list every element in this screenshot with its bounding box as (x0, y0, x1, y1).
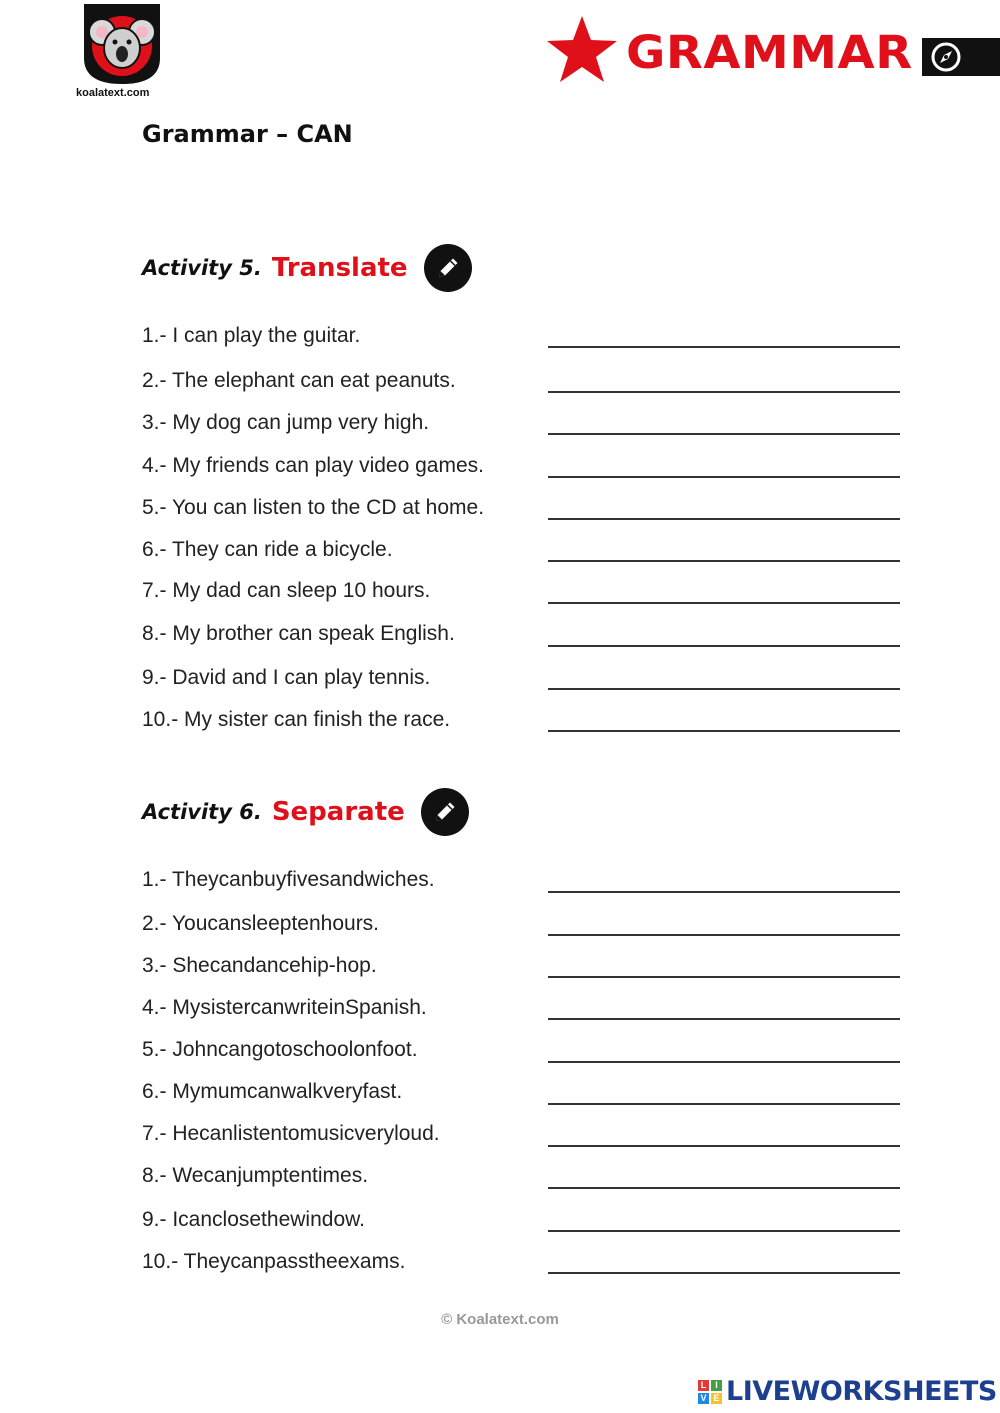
activity5-item: 7.- My dad can sleep 10 hours. (142, 579, 431, 602)
activity5-item: 2.- The elephant can eat peanuts. (142, 369, 456, 392)
activity5-item: 9.- David and I can play tennis. (142, 666, 431, 689)
activity5-item: 1.- I can play the guitar. (142, 324, 361, 347)
koala-logo (80, 2, 164, 86)
activity6-item: 4.- MysistercanwriteinSpanish. (142, 996, 427, 1019)
answer-field[interactable] (548, 645, 900, 647)
activity6-item: 5.- Johncangotoschoolonfoot. (142, 1038, 418, 1061)
answer-field[interactable] (548, 560, 900, 562)
activity5-title: Translate (271, 253, 408, 283)
activity5-item: 4.- My friends can play video games. (142, 454, 484, 477)
pencil-icon (424, 244, 472, 292)
answer-field[interactable] (548, 391, 900, 393)
answer-field[interactable] (548, 934, 900, 936)
activity6-item: 2.- Youcansleeptenhours. (142, 912, 380, 935)
activity6-heading (142, 782, 469, 842)
liveworksheets-grid-icon (698, 1380, 722, 1404)
answer-field[interactable] (548, 346, 900, 348)
activity5-item: 3.- My dog can jump very high. (142, 411, 430, 434)
answer-field[interactable] (548, 976, 900, 978)
activity6-label: Activity 6. (142, 800, 262, 824)
lw-grid-letter: V (698, 1393, 709, 1404)
logo-caption: koalatext.com (76, 87, 150, 99)
answer-field[interactable] (548, 602, 900, 604)
activity5-item: 5.- You can listen to the CD at home. (142, 496, 485, 519)
page-title: Grammar – CAN (142, 120, 353, 148)
activity5-heading (142, 238, 472, 298)
footer-copyright: © Koalatext.com (441, 1311, 559, 1328)
answer-field[interactable] (548, 1230, 900, 1232)
answer-field[interactable] (548, 1145, 900, 1147)
answer-field[interactable] (548, 730, 900, 732)
lw-grid-letter: L (698, 1380, 709, 1391)
answer-field[interactable] (548, 1272, 900, 1274)
activity6-item: 1.- Theycanbuyfivesandwiches. (142, 868, 435, 891)
lw-grid-letter: I (711, 1380, 722, 1391)
answer-field[interactable] (548, 891, 900, 893)
activity5-item: 6.- They can ride a bicycle. (142, 538, 393, 561)
answer-field[interactable] (548, 1187, 900, 1189)
liveworksheets-logo[interactable] (698, 1376, 997, 1407)
activity5-item: 10.- My sister can finish the race. (142, 708, 451, 731)
activity6-item: 8.- Wecanjumptentimes. (142, 1164, 369, 1187)
answer-field[interactable] (548, 688, 900, 690)
answer-field[interactable] (548, 1061, 900, 1063)
activity6-item: 9.- Icanclosethewindow. (142, 1208, 365, 1231)
activity5-label: Activity 5. (142, 256, 262, 280)
answer-field[interactable] (548, 476, 900, 478)
answer-field[interactable] (548, 1018, 900, 1020)
answer-field[interactable] (548, 518, 900, 520)
activity6-item: 7.- Hecanlistentomusicveryloud. (142, 1122, 440, 1145)
answer-field[interactable] (548, 433, 900, 435)
pencil-icon (421, 788, 469, 836)
liveworksheets-text: LIVEWORKSHEETS (726, 1376, 997, 1407)
compass-icon (930, 41, 962, 73)
activity5-item: 8.- My brother can speak English. (142, 622, 455, 645)
activity6-item: 3.- Shecandancehip-hop. (142, 954, 377, 977)
activity6-title: Separate (271, 797, 405, 827)
answer-field[interactable] (548, 1103, 900, 1105)
lw-grid-letter: E (711, 1393, 722, 1404)
banner-title: GRAMMAR (626, 26, 913, 80)
activity6-item: 6.- Mymumcanwalkveryfast. (142, 1080, 403, 1103)
star-icon (545, 14, 619, 84)
activity6-item: 10.- Theycanpasstheexams. (142, 1250, 406, 1273)
